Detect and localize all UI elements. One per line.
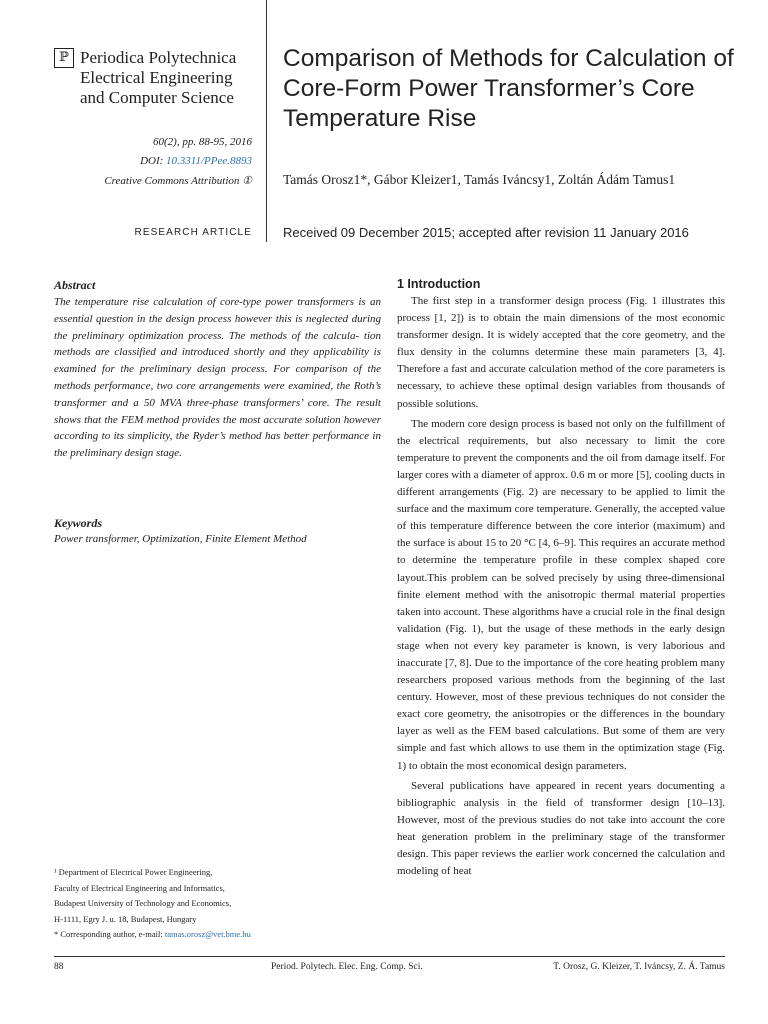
journal-logo: ℙ bbox=[54, 48, 74, 68]
article-type: RESEARCH ARTICLE bbox=[134, 227, 252, 238]
introduction-body bbox=[397, 293, 725, 883]
affiliation-line: ¹ Department of Electrical Power Engineering, bbox=[54, 867, 213, 877]
introduction-paragraph: The first step in a transformer design process (Fig. 1 illustrates this process [1, 2]) is to obtain the main dimensions of the most economic transformer design. It is widely accepted that the core geometry, and the flux density in the columns determine these main parameters [3, 4]. Therefore a fast and accurate calculation method of the core parameters is necessary, to achieve these optimal design variables from thousands of possible solutions. bbox=[397, 295, 725, 410]
journal-name bbox=[80, 48, 260, 108]
introduction-heading: 1 Introduction bbox=[397, 277, 481, 291]
affiliation-line: Faculty of Electrical Engineering and Informatics, bbox=[54, 882, 225, 893]
author-list: Tamás Orosz1*, Gábor Kleizer1, Tamás Iváncsy1, Zoltán Ádám Tamus1 bbox=[283, 172, 676, 187]
introduction-paragraph: The modern core design process is based not only on the fulfillment of the electrical requirements, but also necessary to limit the core temperature to prevent the components and the oil from damage itself. For larger cores with a diameter of approx. 0.6 m or more [5], cooling ducts in different arrangements (Fig. 2) are necessary to be applied to limit the surface and the maximum core temperature. Generally, the accepted value of this temperature difference between the core interior (maximum) and the surface is about 15 to 20 °C [4, 6–9]. This requires an accurate method to determine the temperature profile in these complex shaped core layout.This problem can be solved precisely by using three-dimensional finite element method with the anisotropic thermal material properties taken into account. These algorithms have a crucial role in the final design validation (Fig. 1), but the usage of these methods in the early design stage when not every key parameter is known, is very laborious and inaccurate [7, 8]. Due to the importance of the core heating problem many researchers proposed various methods from the beginning of the last century. However, most of these previous techniques do not consider the exact core geometry, the anisotropies or the differences in the boundary layer as well as the FEM based calculations. But some of them are very simple and fast which allows to use them in the optimization stage (Fig. 1) to obtain the most economical design parameters. bbox=[397, 417, 725, 772]
header-divider bbox=[266, 0, 267, 242]
article-title: Comparison of Methods for Calculation of Core-Form Power Transformer’s Core Temperature Rise bbox=[283, 45, 734, 132]
doi-label: DOI: bbox=[140, 155, 167, 167]
introduction-paragraph: Several publications have appeared in recent years documenting a bibliographic analysis in the field of transformer design [10–13]. However, most of the previous studies do not take into account the core heat generation problem in the preliminary stage of the transformer design. This paper reviews the earlier work concerned the calculation and modeling of heat bbox=[397, 779, 725, 878]
keywords-heading: Keywords bbox=[54, 516, 102, 530]
corresponding-author bbox=[54, 927, 384, 943]
doi-line bbox=[140, 155, 252, 167]
corresponding-prefix: * Corresponding author, e-mail: bbox=[54, 929, 165, 939]
footer-divider bbox=[54, 956, 725, 957]
keywords-text: Power transformer, Optimization, Finite Element Method bbox=[54, 533, 307, 545]
page-number: 88 bbox=[54, 962, 64, 972]
abstract-heading: Abstract bbox=[54, 278, 96, 292]
corresponding-email-link[interactable]: tamas.orosz@vet.bme.hu bbox=[164, 929, 251, 939]
journal-name-line-3: and Computer Science bbox=[80, 88, 234, 107]
license-info: Creative Commons Attribution ① bbox=[104, 175, 252, 187]
abstract-text: The temperature rise calculation of core-type power transformers is an essential question in the design process however this is neglected during the preliminary optimization process. The methods of the calcula- tion methods are classified and introduced shortly and they applicability is examined for the preliminary design process. For comparison of the methods performance, two core arrangements were examined, the Roth’s transformer and a 50 MVA three-phase transformers’ core. The result shows that the FEM method provides the most accurate solution however according to its simplicity, the Ryder’s method has better performance in the preliminary design stage. bbox=[54, 296, 381, 460]
footer-journal: Period. Polytech. Elec. Eng. Comp. Sci. bbox=[271, 962, 423, 972]
affiliations bbox=[54, 865, 384, 943]
journal-name-line-1: Periodica Polytechnica bbox=[80, 48, 237, 67]
received-dates: Received 09 December 2015; accepted after revision 11 January 2016 bbox=[283, 225, 689, 240]
affiliation-line: Budapest University of Technology and Economics, bbox=[54, 898, 232, 908]
footer-authors: T. Orosz, G. Kleizer, T. Iváncsy, Z. Á. Tamus bbox=[553, 962, 725, 972]
journal-name-line-2: Electrical Engineering bbox=[80, 68, 233, 87]
doi-link[interactable]: 10.3311/PPee.8893 bbox=[166, 155, 252, 167]
affiliation-line: H-1111, Egry J. u. 18, Budapest, Hungary bbox=[54, 913, 197, 924]
volume-info: 60(2), pp. 88-95, 2016 bbox=[153, 136, 252, 148]
